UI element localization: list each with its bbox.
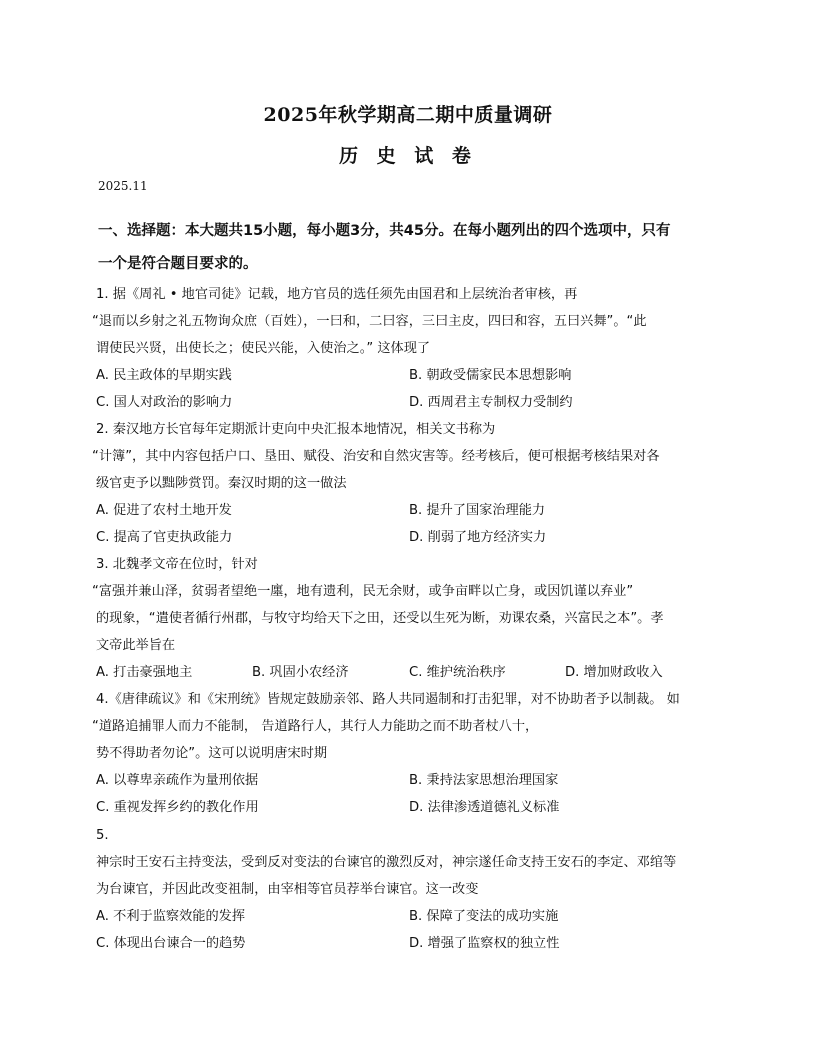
question-1-option-d: D. 西周君主专制权力受制约 (409, 395, 573, 410)
exam-subtitle: 历 史 试 卷 (339, 145, 477, 167)
question-4-line-2: “道路追捕罪人而力不能制， 告道路行人，其行人力能助之而不助者杖八十， (92, 719, 539, 734)
question-3-option-d: D. 增加财政收入 (565, 665, 663, 680)
question-1-option-a: A. 民主政体的早期实践 (96, 368, 232, 383)
question-4-option-d: D. 法律渗透道德礼义标准 (409, 800, 560, 815)
question-5-line-1: 5. (96, 828, 109, 843)
question-2-option-c: C. 提高了官吏执政能力 (96, 530, 233, 545)
question-5-option-d: D. 增强了监察权的独立性 (409, 936, 560, 951)
question-1-line-1: 1. 据《周礼 • 地官司徒》记载，地方官员的选任须先由国君和上层统治者审核，再 (96, 287, 578, 302)
question-1-option-b: B. 朝政受儒家民本思想影响 (409, 368, 572, 383)
question-5-option-c: C. 体现出台谏合一的趋势 (96, 936, 246, 951)
question-3-line-1: 3. 北魏孝文帝在位时，针对 (96, 557, 258, 572)
question-3-option-a: A. 打击豪强地主 (96, 665, 193, 680)
section-heading-line2: 一个是符合题目要求的。 (98, 256, 258, 272)
question-2-line-1: 2. 秦汉地方长官每年定期派计吏向中央汇报本地情况，相关文书称为 (96, 422, 496, 437)
exam-title: 2025年秋学期高二期中质量调研 (263, 104, 553, 126)
question-3-line-3: 的现象，“遣使者循行州郡，与牧守均给天下之田，还受以生死为断，劝课农桑，兴富民之本”。孝 (96, 611, 664, 626)
question-5-line-3: 为台谏官，并因此改变祖制，由宰相等官员荐举台谏官。这一改变 (96, 882, 479, 897)
question-4-option-a: A. 以尊卑亲疏作为量刑依据 (96, 773, 259, 788)
question-3-line-4: 文帝此举旨在 (96, 638, 176, 653)
question-5-line-2: 神宗时王安石主持变法，受到反对变法的台谏官的激烈反对，神宗遂任命支持王安石的李定、邓绾等 (96, 855, 677, 870)
question-2-option-b: B. 提升了国家治理能力 (409, 503, 546, 518)
question-4-line-3: 势不得助者勿论”。这可以说明唐宋时期 (96, 746, 328, 761)
question-2-option-a: A. 促进了农村土地开发 (96, 503, 232, 518)
exam-date: 2025.11 (98, 179, 148, 193)
question-5-option-a: A. 不利于监察效能的发挥 (96, 909, 246, 924)
question-1-option-c: C. 国人对政治的影响力 (96, 395, 233, 410)
section-heading-line1: 一、选择题：本大题共15小题，每小题3分，共45分。在每小题列出的四个选项中，只有 (98, 223, 671, 239)
question-2-line-3: 级官吏予以黜陟赏罚。秦汉时期的这一做法 (96, 476, 347, 491)
question-2-option-d: D. 削弱了地方经济实力 (409, 530, 547, 545)
question-5-option-b: B. 保障了变法的成功实施 (409, 909, 559, 924)
question-2-line-2: “计簿”，其中内容包括户口、垦田、赋役、治安和自然灾害等。经考核后，便可根据考核结果对各 (92, 449, 660, 464)
question-3-option-c: C. 维护统治秩序 (409, 665, 506, 680)
question-4-option-b: B. 秉持法家思想治理国家 (409, 773, 559, 788)
question-3-option-b: B. 巩固小农经济 (252, 665, 349, 680)
question-1-line-3: 谓使民兴贤，出使长之；使民兴能，入使治之。” 这体现了 (96, 341, 431, 356)
question-4-line-1: 4.《唐律疏议》和《宋刑统》皆规定鼓励亲邻、路人共同遏制和打击犯罪，对不协助者予以制裁。 如 (96, 692, 680, 707)
question-1-line-2: “退而以乡射之礼五物询众庶（百姓），一曰和，二曰容，三曰主皮，四曰和容，五曰兴舞”。“此 (92, 314, 647, 329)
question-3-line-2: “富强并兼山泽，贫弱者望绝一廛，地有遗利，民无余财，或争亩畔以亡身，或因饥谨以弃业” (92, 584, 634, 599)
question-4-option-c: C. 重视发挥乡约的教化作用 (96, 800, 259, 815)
